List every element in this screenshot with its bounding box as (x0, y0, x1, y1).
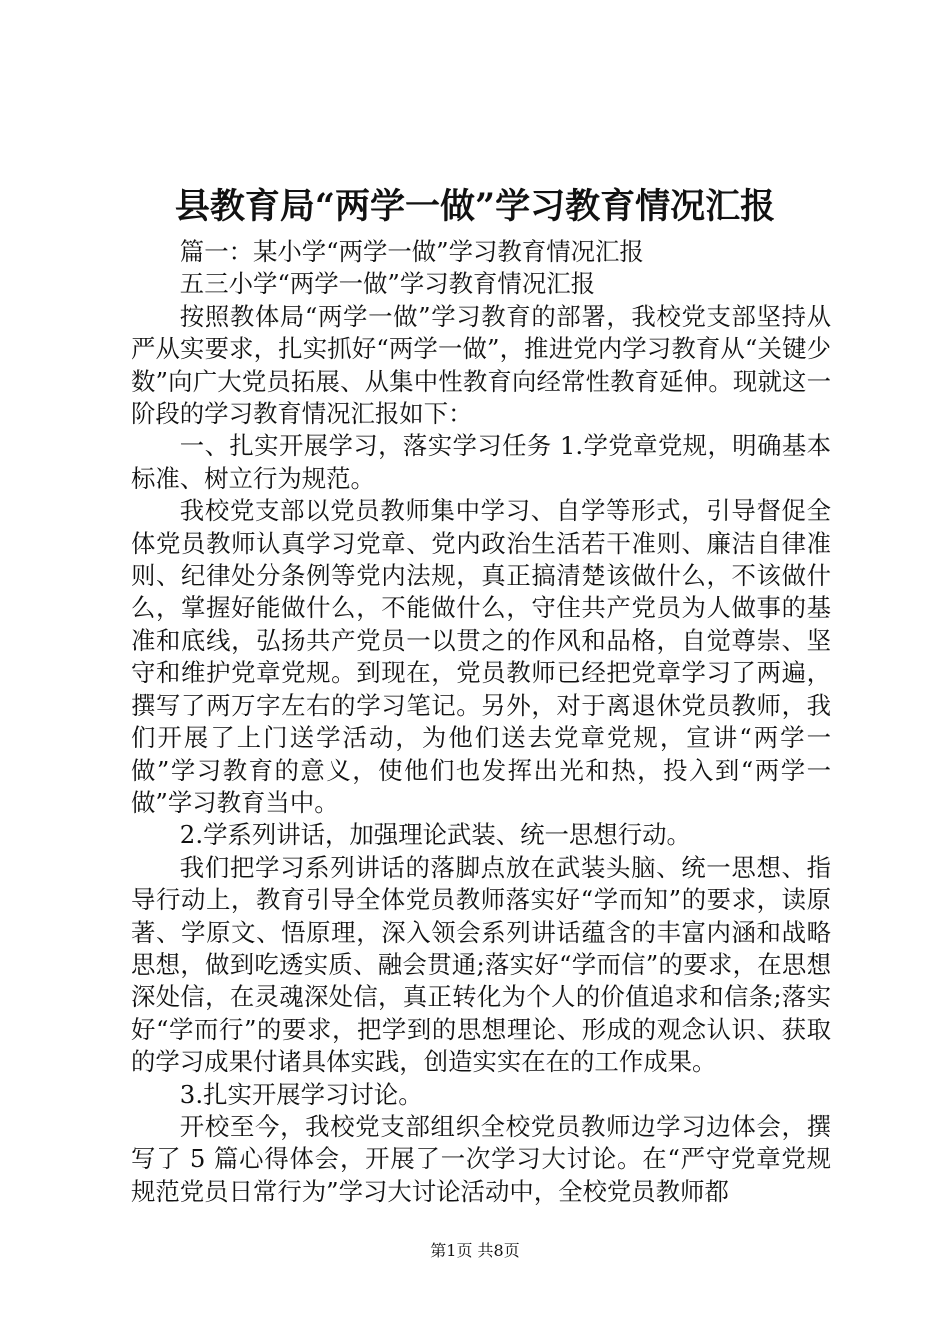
paragraph: 篇一：某小学“两学一做”学习教育情况汇报 (179, 237, 644, 266)
paragraph: 3.扎实开展学习讨论。 (179, 1079, 423, 1109)
paragraph: 按照教体局“两学一做”学习教育的部署，我校党支部坚持从严从实要求，扎实抓好“两学一做”，推进党内学习教育从“关键少数”向广大党员拓展、从集中性教育向经常性教育延伸。现就这一阶段的学习教育情况汇报如下： (131, 301, 831, 429)
document-body (131, 236, 831, 1208)
paragraph: 我们把学习系列讲话的落脚点放在武装头脑、统一思想、指导行动上，教育引导全体党员教师落实好“学而知”的要求，读原著、学原文、悟原理，深入领会系列讲话蕴含的丰富内涵和战略思想，做到吃透实质、融会贯通;落实好“学而信”的要求，在思想深处信，在灵魂深处信，真正转化为个人的价值追求和信条;落实好“学而行”的要求，把学到的思想理论、形成的观念认识、获取的学习成果付诸具体实践，创造实实在在的工作成果。 (131, 852, 831, 1077)
paragraph: 五三小学“两学一做”学习教育情况汇报 (179, 269, 595, 299)
paragraph: 一、扎实开展学习，落实学习任务 1.学党章党规，明确基本标准、树立行为规范。 (131, 431, 831, 493)
paragraph: 我校党支部以党员教师集中学习、自学等形式，引导督促全体党员教师认真学习党章、党内政治生活若干准则、廉洁自律准则、纪律处分条例等党内法规，真正搞清楚该做什么，不该做什么，掌握好能做什么，不能做什么，守住共产党员为人做事的基准和底线，弘扬共产党员一以贯之的作风和品格，自觉尊崇、坚守和维护党章党规。到现在，党员教师已经把党章学习了两遍，撰写了两万字左右的学习笔记。另外，对于离退休党员教师，我们开展了上门送学活动，为他们送去党章党规，宣讲“两学一做”学习教育的意义，使他们也发挥出光和热，投入到“两学一做”学习教育当中。 (131, 496, 831, 817)
paragraph: 2.学系列讲话，加强理论武装、统一思想行动。 (179, 820, 691, 850)
document-title: 县教育局“两学一做”学习教育情况汇报 (174, 186, 776, 227)
page-footer: 第1页 共8页 (430, 1241, 520, 1260)
paragraph: 开校至今，我校党支部组织全校党员教师边学习边体会，撰写了 5 篇心得体会，开展了一次学习大讨论。在“严守党章党规规范党员日常行为”学习大讨论活动中，全校党员教师都 (131, 1111, 831, 1206)
